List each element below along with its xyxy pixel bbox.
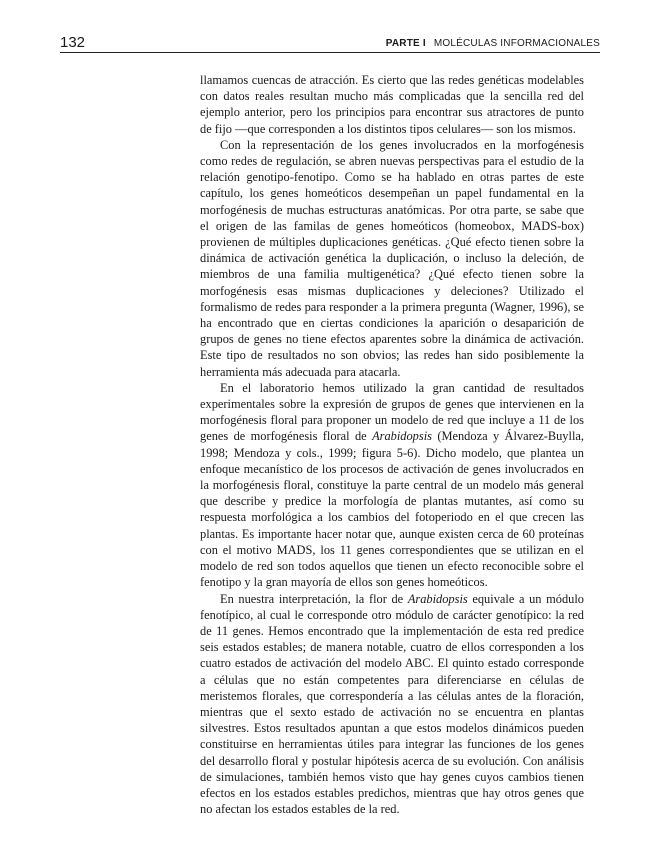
paragraph <box>200 591 584 818</box>
body-text <box>200 72 584 817</box>
species-name: Arabidopsis <box>407 591 468 606</box>
paragraph <box>200 380 584 591</box>
running-header <box>386 38 600 49</box>
header-rule <box>60 52 600 53</box>
text-segment: Con la representación de los genes involucrados en la morfogénesis como redes de regulación, se abren nuevas perspectivas para el estudio de la relación genotipo-fenotipo. Como se ha hablado en otras partes de este capítulo, los genes homeóticos desempeñan un papel fundamental en la morfogénesis de muchas estructuras anatómicas. Por otra parte, se sabe que el origen de las familas de genes homeóticos (homeobox, MADS-box) provienen de múltiples duplicaciones genéticas. ¿Qué efecto tienen sobre la dinámica de activación genética la duplicación, o incluso la deleción, de miembros de una familia multigenética? ¿Qué efecto tienen sobre la morfogénesis esas mismas duplicaciones y deleciones? Utilizado el formalismo de redes para responder a la primera pregunta (Wagner, 1996), se ha encontrado que en ciertas condiciones la aparición o desaparición de grupos de genes no tiene efectos aparentes sobre la dinámica de activación. Este tipo de resultados no son obvios; las redes han sido posiblemente la herramienta más adecuada para atacarla. <box>200 137 584 379</box>
part-title: MOLÉCULAS INFORMACIONALES <box>433 38 600 49</box>
text-segment: En el laboratorio hemos utilizado la gran cantidad de resultados experimentales sobre la expresión de grupos de genes que intervienen en la morfogénesis floral para proponer un modelo de red que incluye a 11 de los genes de morfogénesis floral de <box>200 380 584 444</box>
paragraph <box>200 72 584 137</box>
species-name: Arabidopsis <box>372 429 432 444</box>
text-segment: equivale a un módulo fenotípico, al cual le corresponde otro módulo de carácter genotípico: la red de 11 genes. Hemos encontrado que la implementación de esta red predice seis estados estables; de manera notable, cuatro de ellos corresponden a los cuatro estados de activación del modelo ABC. El quinto estado corresponde a células que no están competentes para diferenciarse en células de meristemos florales, que correspondería a las células antes de la floración, mientras que el sexto estado de activación no se encuentra en plantas silvestres. Estos resultados apuntan a que estos modelos dinámicos pueden constituirse en herramientas útiles para integrar las funciones de los genes del desarrollo floral y postular hipótesis acerca de su evolución. Con análisis de simulaciones, también hemos visto que hay genes cuyos cambios tienen efectos en los estados estables predichos, mientras que hay otros genes que no afectan los estados estables de la red. <box>200 591 584 817</box>
text-segment: llamamos cuencas de atracción. Es cierto que las redes genéticas modelables con datos reales resultan mucho más complicadas que la sencilla red del ejemplo anterior, pero los principios para encontrar sus atractores de punto de fijo —que corresponden a los distintos tipos celulares— son los mismos. <box>200 73 584 136</box>
text-segment: En nuestra interpretación, la flor de <box>220 591 408 606</box>
text-segment: (Mendoza y Álvarez-Buylla, 1998; Mendoza y cols., 1999; figura 5-6). Dicho modelo, que plantea un enfoque mecanístico de los procesos de activación de genes involucrados en la morfogénesis floral, constituye la parte central de un modelo más general que describe y predice la morfología de plantas mutantes, así como su respuesta morfológica a los cambios del fotoperiodo en el que crecen las plantas. Es importante hacer notar que, aunque existen cerca de 60 proteínas con el motivo MADS, los 11 genes correspondientes que se utilizan en el modelo de red son todos aquellos que tienen un efecto reconocible sobre el fenotipo y la gran mayoría de ellos son genes homeóticos. <box>200 429 584 590</box>
page-number: 132 <box>60 34 86 51</box>
part-label: PARTE I <box>385 38 426 49</box>
paragraph <box>200 137 584 380</box>
